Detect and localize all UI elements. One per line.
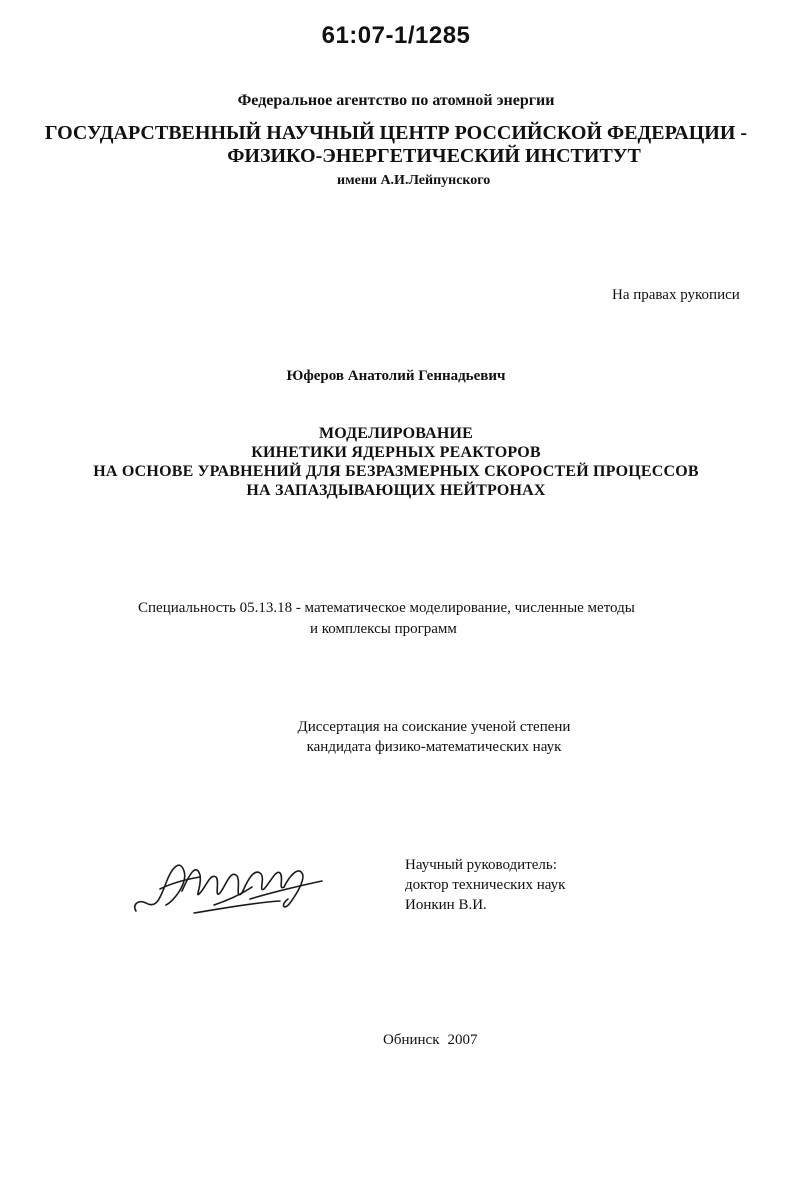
thesis-title-line: КИНЕТИКИ ЯДЕРНЫХ РЕАКТОРОВ: [251, 444, 541, 461]
organization-name-line1: ГОСУДАРСТВЕННЫЙ НАУЧНЫЙ ЦЕНТР РОССИЙСКОЙ ФЕДЕРАЦИИ -: [44, 122, 748, 144]
organization-name-line2: ФИЗИКО-ЭНЕРГЕТИЧЕСКИЙ ИНСТИТУТ: [227, 145, 641, 167]
place-and-year: [383, 1032, 478, 1049]
dissertation-line1: Диссертация на соискание ученой степени: [297, 719, 571, 735]
year: 2007: [447, 1032, 478, 1048]
thesis-title-line: НА ОСНОВЕ УРАВНЕНИЙ ДЛЯ БЕЗРАЗМЕРНЫХ СКОРОСТЕЙ ПРОЦЕССОВ: [93, 463, 699, 480]
specialty-line2: и комплексы программ: [310, 621, 457, 637]
city-name: Обнинск: [383, 1032, 440, 1048]
thesis-title-line: МОДЕЛИРОВАНИЕ: [318, 425, 474, 442]
registry-number: 61:07-1/1285: [321, 22, 471, 49]
author-name: Юферов Анатолий Геннадьевич: [286, 368, 506, 384]
institute-named-after: имени А.И.Лейпунского: [337, 173, 491, 188]
thesis-title-line: НА ЗАПАЗДЫВАЮЩИХ НЕЙТРОНАХ: [246, 482, 546, 499]
agency-name: Федеральное агентство по атомной энергии: [237, 92, 555, 109]
supervisor-name: Ионкин В.И.: [405, 897, 487, 913]
dissertation-line2: кандидата физико-математических наук: [306, 739, 562, 755]
handwritten-signature: [130, 843, 330, 923]
rights-note: На правах рукописи: [612, 287, 740, 303]
supervisor-block: [405, 855, 565, 915]
supervisor-label: Научный руководитель:: [405, 857, 557, 873]
supervisor-degree: доктор технических наук: [405, 877, 566, 893]
specialty-line1: Специальность 05.13.18 - математическое моделирование, численные методы: [138, 600, 635, 616]
